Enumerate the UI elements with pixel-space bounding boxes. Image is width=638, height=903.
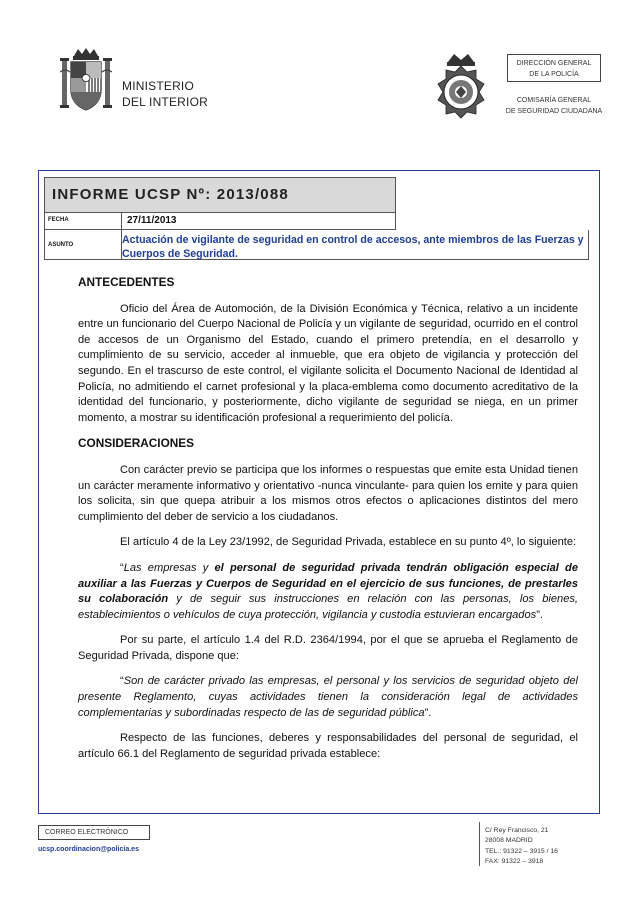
consideraciones-heading: CONSIDERACIONES (78, 436, 195, 451)
fecha-label: FECHA (48, 217, 69, 223)
correo-link[interactable]: ucsp.coordinacion@policia.es (38, 846, 139, 853)
coat-of-arms-icon (60, 46, 112, 116)
dg-line-1: DIRECCIÓN GENERAL (516, 60, 592, 67)
consideraciones-paragraph-1: Con carácter previo se participa que los informes o respuestas que emite esta Unidad tienen un carácter meramente informativo y orientativo -nunca vinculante- para quien los emite y para quien los solicita, sin que quepa atribuir a los mismos otros efectos o aplicaciones distintos del mero cumplimiento del deber de servicio a los ciudadanos. (78, 463, 578, 523)
spacer (78, 551, 578, 561)
comisaria-line-2: DE SEGURIDAD CIUDADANA (505, 108, 603, 115)
consideraciones-paragraph-4: Respecto de las funciones, deberes y responsabilidades del personal de seguridad, el artículo 66.1 del Reglamento de seguridad privada establece: (78, 732, 578, 760)
quote-part-c: y de seguir sus instrucciones en relación con las personas, los bienes, establecimientos o vehículos de cuya protección, vigilancia y custodia estuvieran encargados (78, 593, 578, 621)
ministry-line-1: MINISTERIO (122, 79, 195, 93)
correo-label: CORREO ELECTRÓNICO (38, 825, 150, 840)
policia-emblem-icon (426, 52, 496, 126)
fecha-separator (121, 213, 122, 229)
spacer (78, 721, 578, 731)
direccion-general-box (507, 54, 601, 82)
address-block (485, 826, 558, 868)
spacer (78, 623, 578, 633)
comisaria-line-1: COMISARÍA GENERAL (516, 97, 592, 104)
antecedentes-heading: ANTECEDENTES (78, 275, 175, 289)
fecha-row (44, 213, 396, 230)
consideraciones-paragraph-3: Por su parte, el artículo 1.4 del R.D. 2364/1994, por el que se aprueba el Reglamento de Seguridad Privada, dispone que: (78, 634, 578, 662)
address-line-4: FAX: 91322 – 3918 (485, 858, 544, 866)
quote2-open: “ (120, 675, 124, 688)
antecedentes-paragraph: Oficio del Área de Automoción, de la División Económica y Técnica, relativo a un incidente entre un funcionario del Cuerpo Nacional de Policía y un vigilante de seguridad, ocurrido en el control de accesos de un Organismo del Estado, cuando el primero pretendía, en el desarrollo y cumplimiento de su servicio, acceder al inmueble, que era objeto de vigilancia y protección del segundo. En el trascurso de este control, el vigilante solicita el Documento Nacional de Identidad al Policía, no admitiendo el carnet profesional y la placa-emblema como documento acreditativo de la identidad del funcionario, y posteriormente, dicho vigilante de seguridad se niega, en un primer momento, a mostrar su identificación profesional a requerimiento del policía. (78, 302, 578, 424)
spacer (78, 426, 578, 436)
quote-open: “ (120, 561, 124, 574)
quote-close: ”. (536, 608, 543, 621)
spacer (78, 525, 578, 535)
quote-ley-23-1992 (78, 561, 578, 623)
address-line-2: 28008 MADRID (485, 837, 533, 845)
address-line-1: C/ Rey Francisco, 21 (485, 827, 549, 834)
dg-line-2: DE LA POLICÍA (529, 71, 579, 78)
spacer (78, 664, 578, 674)
quote-part-b: el personal de seguridad privada tendrán obligación especial de auxiliar a las Fuerzas y Cuerpos de Seguridad en el ejercicio de sus funciones, de prestarles su colaboración (78, 561, 578, 606)
asunto-label: ASUNTO (48, 242, 74, 248)
quote2-text: Son de carácter privado las empresas, el personal y los servicios de seguridad objeto del presente Reglamento, cuyas actividades tienen la consideración legal de actividades complementarias y subordinadas respecto de las de seguridad pública (78, 675, 578, 719)
asunto-value: Actuación de vigilante de seguridad en control de accesos, ante miembros de las Fuerzas y Cuerpos de Seguridad. (122, 234, 584, 260)
address-line-3: TEL.: 91322 – 3915 / 16 (485, 847, 558, 855)
quote-rd-2364-1994 (78, 674, 578, 721)
comisaria-label (496, 95, 612, 117)
address-divider (479, 822, 480, 866)
quote2-close: ”. (424, 706, 432, 719)
consideraciones-paragraph-2: El artículo 4 de la Ley 23/1992, de Seguridad Privada, establece en su punto 4º, lo siguiente: (120, 536, 577, 549)
report-title: INFORME UCSP Nº: 2013/088 (52, 186, 289, 203)
ministry-line-2: DEL INTERIOR (122, 95, 208, 109)
report-body (78, 275, 578, 762)
quote-part-a: Las empresas y (123, 561, 215, 574)
ministry-name (122, 78, 208, 110)
fecha-value: 27/11/2013 (127, 215, 177, 226)
